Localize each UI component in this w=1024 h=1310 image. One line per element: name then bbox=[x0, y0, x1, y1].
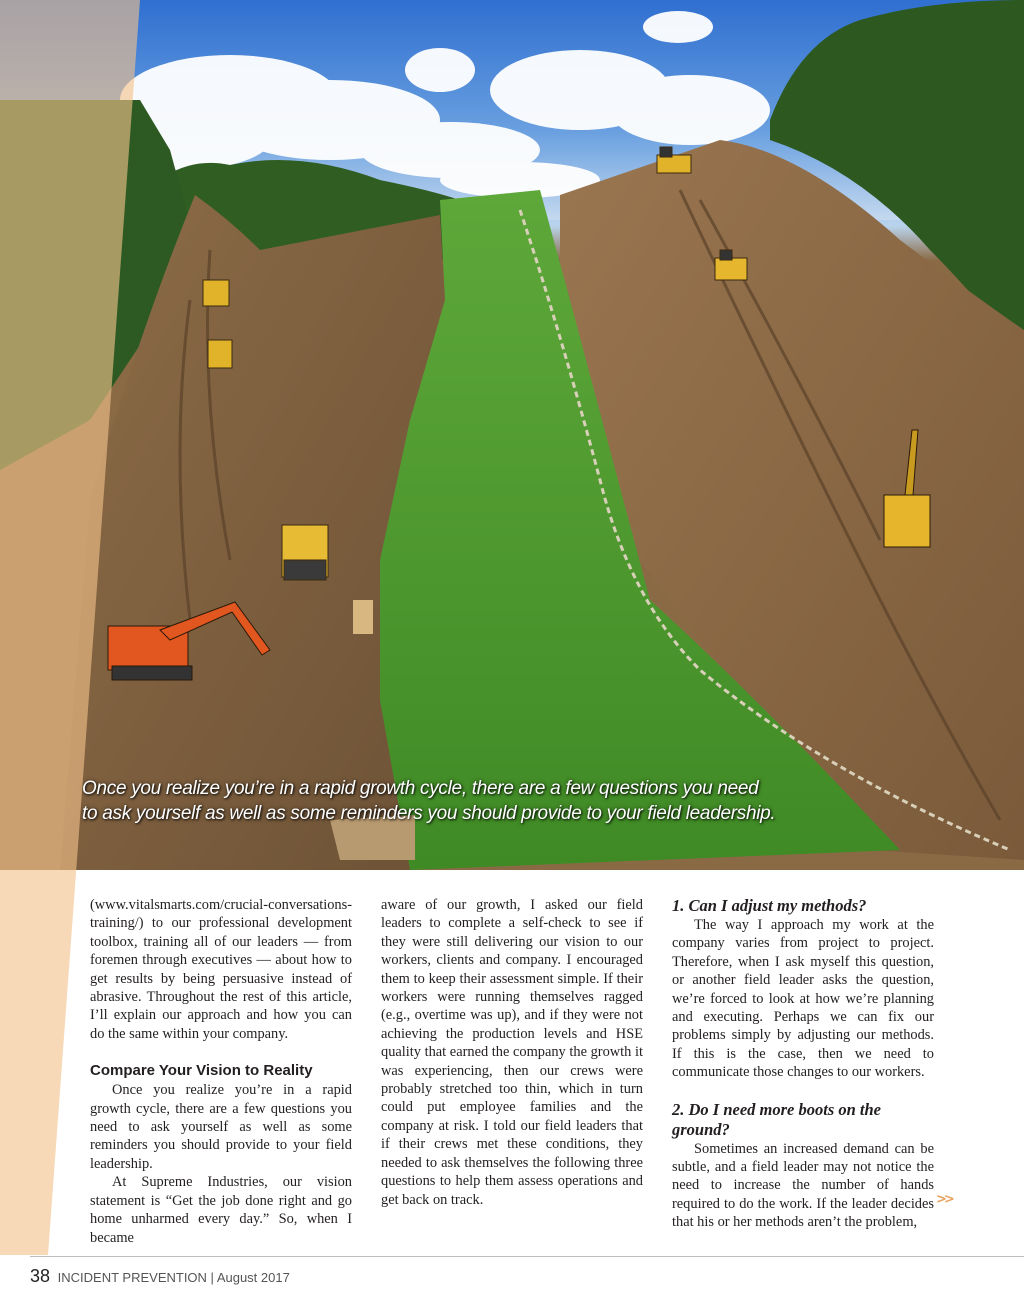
roller bbox=[282, 525, 328, 580]
question-heading-1: 1. Can I adjust my methods? bbox=[672, 896, 867, 915]
body-paragraph: Once you realize you’re in a rapid growth cycle, there are a few questions you need to ask yourself as well as some reminders you should provide to your field leadership. bbox=[90, 1082, 352, 1172]
page-footer bbox=[30, 1266, 290, 1287]
article-column-1 bbox=[90, 896, 352, 1247]
body-paragraph: aware of our growth, I asked our field leaders to complete a self-check to see if they were still delivering our vision to our workers, clients and company. I encouraged them to keep their assessment simple. If their workers were running themselves ragged (e.g., overtime was up), and if they were not achieving the production levels and HSE quality that earned the company the growth it was experiencing, then our crews were probably stretched too thin, which in turn could put employee families and the company at risk. I told our field leaders that if their crews met these conditions, they needed to ask themselves the following three questions to help them assess operations and get back on track. bbox=[381, 897, 643, 1208]
question-heading-2: 2. Do I need more boots on the ground? bbox=[672, 1099, 882, 1139]
section-heading: Compare Your Vision to Reality bbox=[90, 1062, 313, 1080]
page-number: 38 bbox=[30, 1266, 51, 1286]
photo-caption bbox=[82, 776, 802, 826]
caption-line-1: Once you realize you’re in a rapid growth cycle, there are a few questions you need bbox=[82, 778, 759, 799]
article-column-3 bbox=[672, 896, 934, 1232]
caption-line-2: to ask yourself as well as some reminders you should provide to your field leadership. bbox=[82, 803, 776, 824]
footer-divider bbox=[30, 1256, 1024, 1257]
article-column-2 bbox=[381, 896, 643, 1209]
body-paragraph: At Supreme Industries, our vision statement is “Get the job done right and go home unharmed every day.” So, when I became bbox=[90, 1174, 352, 1246]
timber-mat bbox=[353, 600, 373, 634]
publication-info: INCIDENT PREVENTION | August 2017 bbox=[57, 1270, 290, 1285]
body-paragraph: Sometimes an increased demand can be subtle, and a field leader may not notice the need to increase the number of hands required to do the work. If the leader decides that his or her methods aren’t the problem, bbox=[672, 1140, 934, 1231]
dozer-left-1 bbox=[203, 280, 229, 306]
body-paragraph: The way I approach my work at the company varies from project to project. Therefore, when I ask myself this question, or another field leader asks the question, we’re forced to look at how we’re planning and executing. Perhaps we can fix our problems simply by adjusting our methods. If this is the case, then we need to communicate those changes to our workers. bbox=[672, 917, 934, 1081]
dozer-left-2 bbox=[208, 340, 232, 368]
continue-arrow-icon: >> bbox=[936, 1192, 952, 1207]
body-paragraph: (www.vitalsmarts.com/crucial-conversations-training/) to our professional development toolbox, training all of our leaders — from foremen through executives — about how to get results by being persuasive instead of abrasive. Throughout the rest of this article, I’ll explain our approach and how you can do the same within your company. bbox=[90, 897, 353, 1042]
